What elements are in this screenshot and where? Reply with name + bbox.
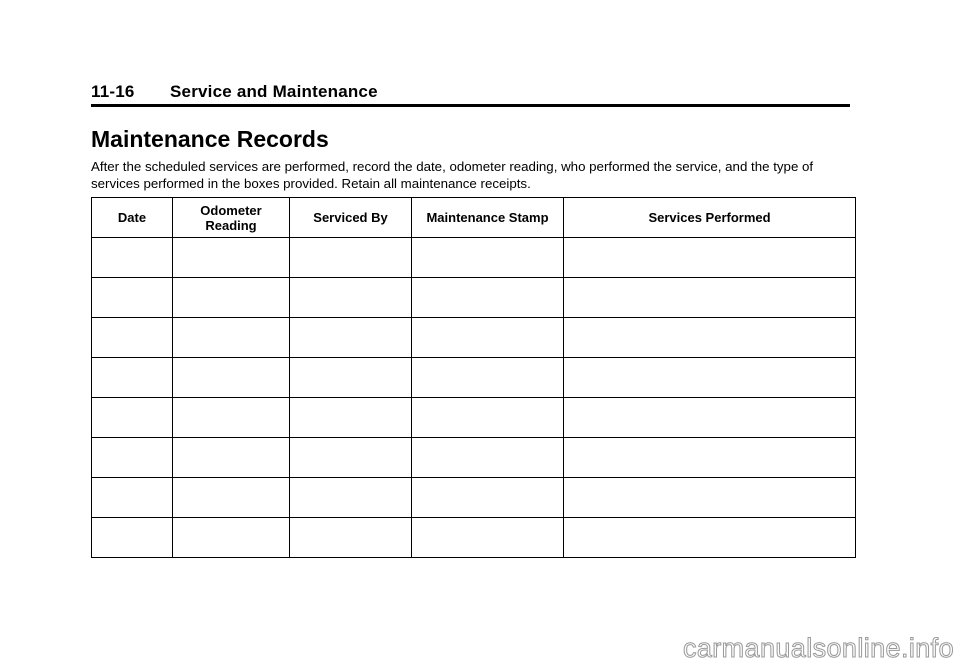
table-cell <box>92 238 173 278</box>
table-cell <box>412 398 564 438</box>
column-header-serviced-by: Serviced By <box>290 198 412 238</box>
page-title: Maintenance Records <box>91 126 329 152</box>
table-cell <box>173 518 290 558</box>
table-cell <box>173 278 290 318</box>
table-body <box>92 238 856 558</box>
odometer-reading-label: Odometer Reading <box>200 202 262 233</box>
table-cell <box>564 358 856 398</box>
table-cell <box>173 358 290 398</box>
table-cell <box>92 398 173 438</box>
table-cell <box>92 278 173 318</box>
table-cell <box>412 318 564 358</box>
column-header-maintenance-stamp: Maintenance Stamp <box>412 198 564 238</box>
table-cell <box>412 518 564 558</box>
table-cell <box>412 438 564 478</box>
table-cell <box>290 318 412 358</box>
section-title: Service and Maintenance <box>170 82 378 101</box>
table-cell <box>290 478 412 518</box>
maintenance-records-table <box>91 197 856 558</box>
table-cell <box>412 478 564 518</box>
intro-paragraph: After the scheduled services are performed, record the date, odometer reading, who performed the service, and the type of services performed in the boxes provided. Retain all maintenance receipts. <box>91 159 814 191</box>
table-cell <box>92 438 173 478</box>
table-cell <box>92 478 173 518</box>
table-cell <box>564 318 856 358</box>
table-row <box>92 238 856 278</box>
table-row <box>92 358 856 398</box>
table-cell <box>92 518 173 558</box>
table-cell <box>412 278 564 318</box>
table-cell <box>173 478 290 518</box>
table-cell <box>290 398 412 438</box>
table-cell <box>173 438 290 478</box>
running-head <box>91 80 850 107</box>
column-header-odometer-reading <box>173 198 290 238</box>
table-cell <box>290 438 412 478</box>
table-row <box>92 478 856 518</box>
table-cell <box>173 398 290 438</box>
table-row <box>92 518 856 558</box>
table-row <box>92 278 856 318</box>
page-number: 11-16 <box>91 82 135 101</box>
table-cell <box>564 518 856 558</box>
table-cell <box>290 358 412 398</box>
table-cell <box>412 238 564 278</box>
table-row <box>92 318 856 358</box>
table-cell <box>564 398 856 438</box>
table-cell <box>92 318 173 358</box>
table-cell <box>92 358 173 398</box>
table-cell <box>564 238 856 278</box>
table-cell <box>290 278 412 318</box>
table-cell <box>564 278 856 318</box>
table-cell <box>173 238 290 278</box>
table-cell <box>412 358 564 398</box>
table-cell <box>564 478 856 518</box>
table-cell <box>173 318 290 358</box>
table-header-row <box>92 198 856 238</box>
column-header-date: Date <box>92 198 173 238</box>
watermark: carmanualsonline.info <box>682 633 954 663</box>
column-header-services-performed: Services Performed <box>564 198 856 238</box>
table-cell <box>290 238 412 278</box>
table-cell <box>564 438 856 478</box>
table-row <box>92 398 856 438</box>
table-cell <box>290 518 412 558</box>
table-row <box>92 438 856 478</box>
